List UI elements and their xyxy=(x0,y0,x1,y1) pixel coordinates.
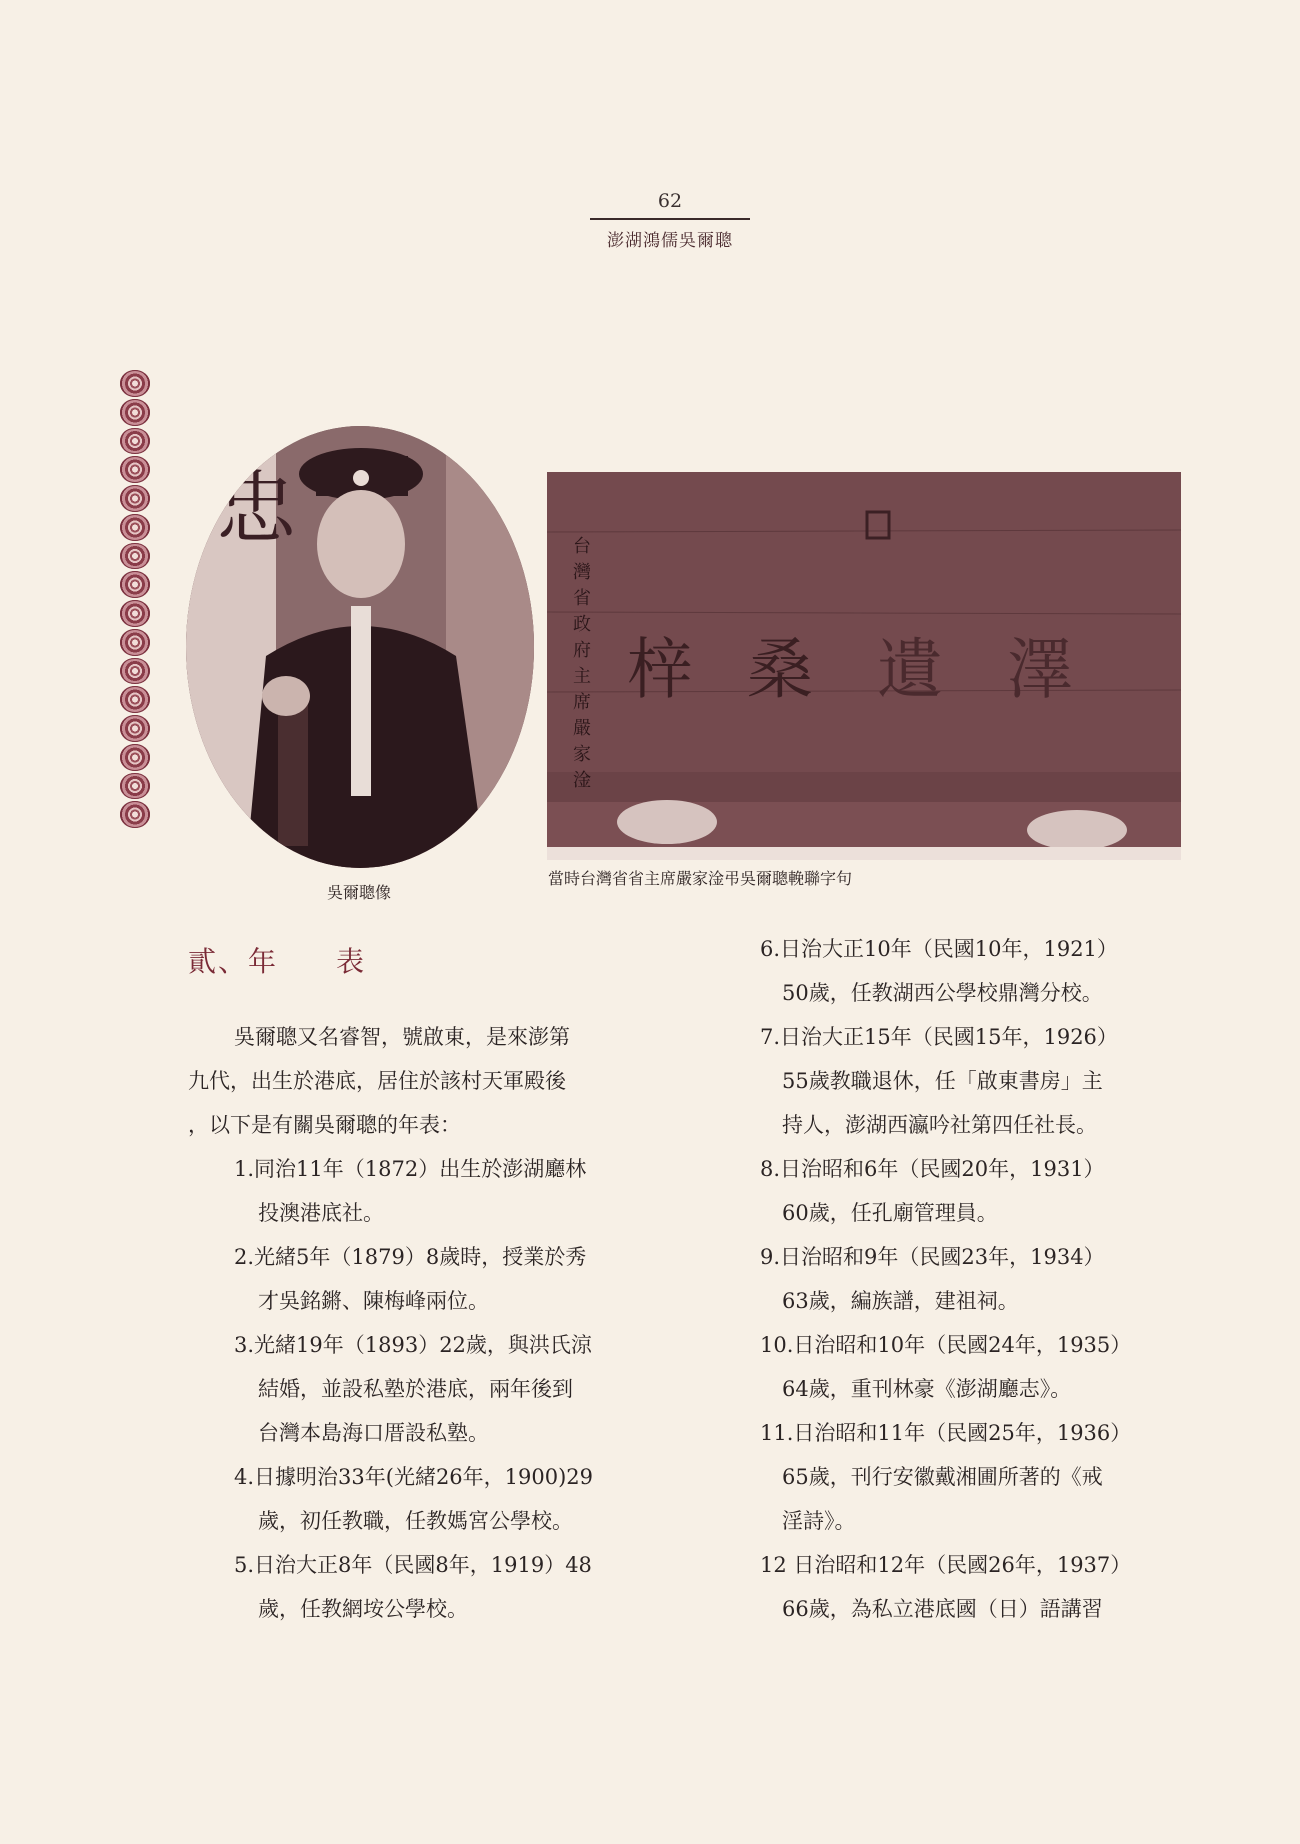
page-number: 62 xyxy=(657,190,683,212)
ornament-icon xyxy=(120,571,150,598)
decorative-border xyxy=(118,370,152,830)
plaque-caption: 當時台灣省省主席嚴家淦弔吳爾聰輓聯字句 xyxy=(548,869,853,888)
timeline-entry-continuation: 結婚，並設私塾於港底，兩年後到 xyxy=(258,1377,573,1401)
timeline-entry-continuation: 50歲，任教湖西公學校鼎灣分校。 xyxy=(782,981,1103,1005)
svg-text:省: 省 xyxy=(573,588,591,609)
svg-text:桑: 桑 xyxy=(747,631,813,708)
timeline-entry: 5.日治大正8年（民國8年，1919）48 xyxy=(234,1553,592,1577)
ornament-icon xyxy=(120,686,150,713)
timeline-entry: 3.光緒19年（1893）22歲，與洪氏涼 xyxy=(234,1333,592,1357)
svg-text:家: 家 xyxy=(573,744,591,765)
timeline-entry: 6.日治大正10年（民國10年，1921） xyxy=(760,937,1118,961)
timeline-entry-continuation: 才吳銘鏘、陳梅峰兩位。 xyxy=(258,1289,489,1313)
timeline-entry: 4.日據明治33年(光緒26年，1900)29 xyxy=(234,1465,594,1489)
timeline-entry: 9.日治昭和9年（民國23年，1934） xyxy=(760,1245,1105,1269)
intro-line: 吳爾聰又名睿智，號啟東，是來澎第 xyxy=(234,1025,570,1049)
timeline-entry-continuation: 55歲教職退休，任「啟東書房」主 xyxy=(782,1069,1103,1093)
timeline-entry-continuation: 65歲，刊行安徽戴湘圃所著的《戒 xyxy=(782,1465,1103,1489)
timeline-entry-continuation: 60歲，任孔廟管理員。 xyxy=(782,1201,998,1225)
book-title: 澎湖鴻儒吳爾聰 xyxy=(607,231,733,251)
timeline-entry-continuation: 台灣本島海口厝設私塾。 xyxy=(258,1421,489,1445)
ornament-icon xyxy=(120,744,150,771)
ornament-icon xyxy=(120,485,150,512)
timeline-entry: 7.日治大正15年（民國15年，1926） xyxy=(760,1025,1118,1049)
timeline-entry-continuation: 63歲，編族譜，建祖祠。 xyxy=(782,1289,1019,1313)
svg-text:忠: 忠 xyxy=(216,462,296,555)
left-text-column xyxy=(188,1015,638,1631)
timeline-entry-continuation: 64歲，重刊林豪《澎湖廳志》。 xyxy=(782,1377,1072,1401)
timeline-entry: 2.光緒5年（1879）8歲時，授業於秀 xyxy=(234,1245,587,1269)
ornament-icon xyxy=(120,773,150,800)
plaque-photo xyxy=(547,472,1181,860)
header-rule xyxy=(590,218,750,220)
timeline-entry-continuation: 投澳港底社。 xyxy=(258,1201,384,1225)
ornament-icon xyxy=(120,399,150,426)
timeline-entry-continuation: 66歲，為私立港底國（日）語講習 xyxy=(782,1597,1103,1621)
timeline-entry: 1.同治11年（1872）出生於澎湖廳林 xyxy=(234,1157,587,1181)
ornament-icon xyxy=(120,658,150,685)
svg-text:府: 府 xyxy=(573,640,591,661)
ornament-icon xyxy=(120,715,150,742)
timeline-entry: 11.日治昭和11年（民國25年，1936） xyxy=(760,1421,1132,1445)
section-heading xyxy=(188,940,366,980)
ornament-icon xyxy=(120,514,150,541)
timeline-entry-continuation: 歲，任教網垵公學校。 xyxy=(258,1597,468,1621)
ornament-icon xyxy=(120,600,150,627)
svg-text:灣: 灣 xyxy=(573,562,591,583)
portrait-photo xyxy=(186,426,534,868)
svg-text:台: 台 xyxy=(573,536,591,557)
section-heading-part2: 表 xyxy=(336,945,367,978)
svg-text:席: 席 xyxy=(573,692,591,713)
svg-text:政: 政 xyxy=(573,614,591,635)
svg-text:遺: 遺 xyxy=(877,631,943,708)
svg-text:淦: 淦 xyxy=(573,770,591,791)
ornament-icon xyxy=(120,629,150,656)
ornament-icon xyxy=(120,370,150,397)
timeline-entry: 12 日治昭和12年（民國26年，1937） xyxy=(760,1553,1132,1577)
ornament-icon xyxy=(120,456,150,483)
svg-text:澤: 澤 xyxy=(1007,631,1073,708)
timeline-entry: 10.日治昭和10年（民國24年，1935） xyxy=(760,1333,1132,1357)
intro-line: ，以下是有關吳爾聰的年表： xyxy=(188,1113,461,1137)
ornament-icon xyxy=(120,428,150,455)
page-header xyxy=(590,190,750,251)
ornament-icon xyxy=(120,543,150,570)
ornament-icon xyxy=(120,801,150,828)
svg-text:主: 主 xyxy=(573,666,591,687)
intro-line: 九代，出生於港底，居住於該村天軍殿後 xyxy=(188,1069,566,1093)
svg-text:梓: 梓 xyxy=(627,631,693,708)
timeline-entry-continuation: 持人，澎湖西瀛吟社第四任社長。 xyxy=(782,1113,1097,1137)
timeline-entry-continuation: 歲，初任教職，任教媽宮公學校。 xyxy=(258,1509,573,1533)
timeline-entry: 8.日治昭和6年（民國20年，1931） xyxy=(760,1157,1105,1181)
svg-text:嚴: 嚴 xyxy=(573,718,591,739)
right-text-column xyxy=(760,927,1180,1631)
section-heading-part1: 貳、年 xyxy=(188,945,279,978)
timeline-entry-continuation: 淫詩》。 xyxy=(782,1509,856,1533)
portrait-caption: 吳爾聰像 xyxy=(327,883,392,902)
